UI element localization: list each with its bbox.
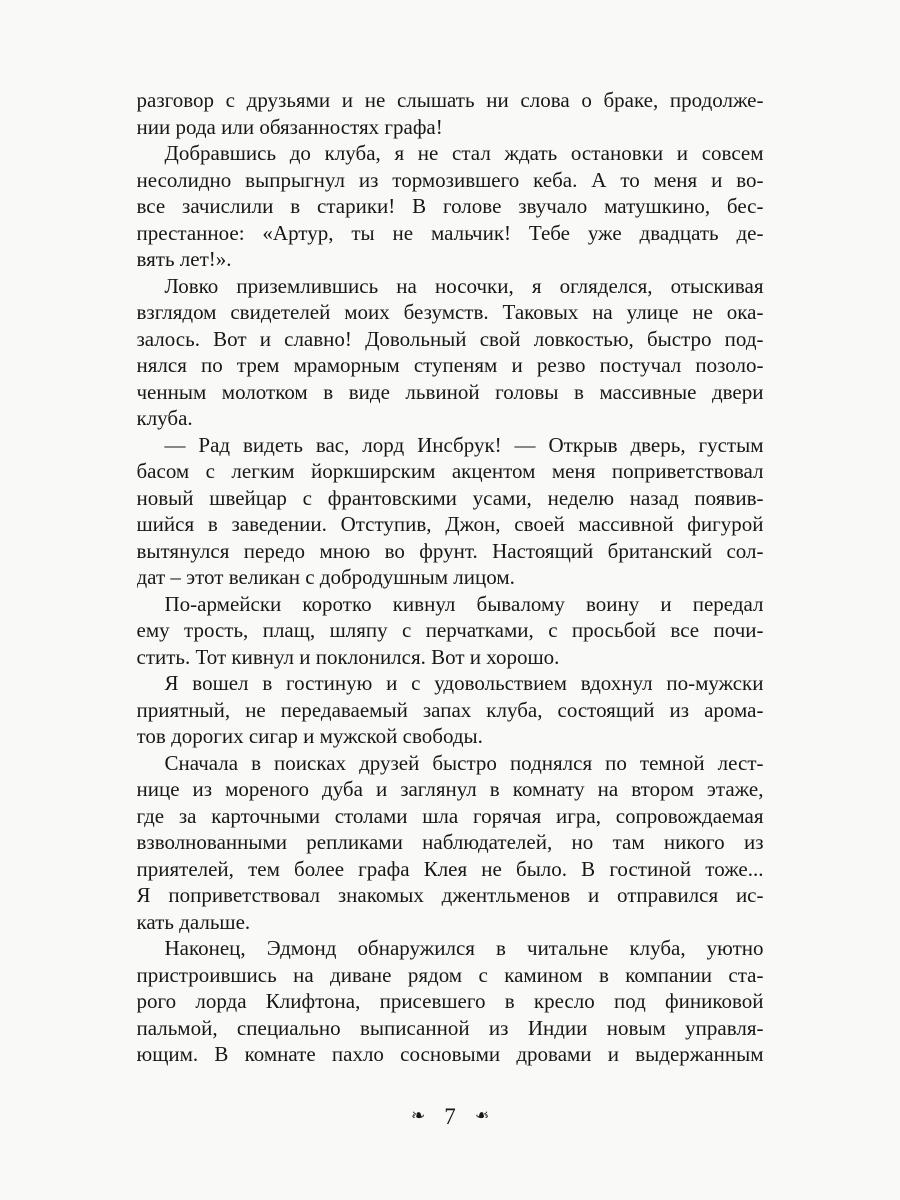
text-line: дат – этот великан с добродушным лицом. [136,565,515,589]
text-line: Ловко приземлившись на носочки, я огляделся, отыскивая [164,273,764,298]
text-line: вытянулся передо мною во фрунт. Настоящий британский сол- [136,538,764,563]
text-line: залось. Вот и славно! Довольный свой ловкостью, быстро под- [136,326,764,351]
text-line: рого лорда Клифтона, присевшего в кресло под финиковой [136,989,764,1013]
text-line: Наконец, Эдмонд обнаружился в читальне клуба, уютно [164,936,764,960]
text-line: ему трость, плащ, шляпу с перчатками, с просьбой все почи- [136,618,764,642]
paragraph [137,935,764,1068]
text-line: где за карточными столами шла горячая игра, сопровождаемая [136,803,764,828]
text-line: ющим. В комнате пахло сосновыми дровами и выдержанным [136,1042,764,1066]
fleuron-left-icon: ❧ [411,1106,426,1126]
text-line: разговор с друзьями и не слышать ни слова о браке, продолже- [136,88,764,112]
text-line: пристроившись на диване рядом с камином в компании ста- [136,962,764,987]
paragraph [137,273,764,432]
text-line: вять лет!». [136,247,232,271]
text-line: нялся по трем мраморным ступеням и резво постучал позоло- [136,353,764,377]
text-line: Я вошел в гостиную и с удовольствием вдохнул по-мужски [164,671,764,695]
page-number: 7 [444,1103,456,1129]
text-line: Сначала в поисках друзей быстро поднялся по темной лест- [164,750,764,775]
page-footer [137,1104,764,1130]
text-line: По-армейски коротко кивнул бывалому воину и передал [164,591,764,616]
paragraph [137,432,764,591]
paragraph [137,140,764,273]
text-line: — Рад видеть вас, лорд Инсбрук! — Открыв дверь, густым [164,432,764,457]
text-line: ченным молотком в виде львиной головы в массивные двери [136,379,764,404]
text-line: басом с легким йоркширским акцентом меня поприветствовал [136,459,764,483]
text-line: кать дальше. [136,909,251,934]
text-line: все зачислили в старики! В голове звучало матушкино, бес- [136,194,764,218]
text-line: клуба. [136,406,193,430]
text-line: нице из мореного дуба и заглянул в комнату на втором этаже, [136,777,764,801]
text-line: несолидно выпрыгнул из тормозившего кеба. А то меня и во- [136,167,764,192]
paragraph [137,591,764,671]
text-line: престанное: «Артур, ты не мальчик! Тебе уже двадцать де- [136,220,764,245]
text-line: взглядом свидетелей моих безумств. Таковых на улице не ока- [136,300,764,324]
text-line: Я поприветствовал знакомых джентльменов и отправился ис- [136,883,764,907]
fleuron-right-icon: ❧ [474,1106,489,1126]
paragraph [137,750,764,936]
text-line: приятный, не передаваемый запах клуба, состоящий из арома- [136,697,764,722]
text-line: тов дорогих сигар и мужской свободы. [136,724,483,748]
text-line: стить. Тот кивнул и поклонился. Вот и хорошо. [136,644,560,669]
paragraph [137,87,764,140]
text-block [137,0,764,1068]
paragraph [137,670,764,750]
text-line: новый швейцар с франтовскими усами, неделю назад появив- [136,485,764,510]
text-line: взволнованными репликами наблюдателей, но там никого из [136,830,764,854]
text-line: пальмой, специально выписанной из Индии новым управля- [136,1015,764,1040]
text-line: приятелей, тем более графа Клея не было. В гостиной тоже... [136,856,764,881]
text-line: шийся в заведении. Отступив, Джон, своей массивной фигурой [136,512,764,536]
text-line: Добравшись до клуба, я не стал ждать остановки и совсем [164,141,764,165]
text-line: нии рода или обязанностях графа! [136,114,443,139]
